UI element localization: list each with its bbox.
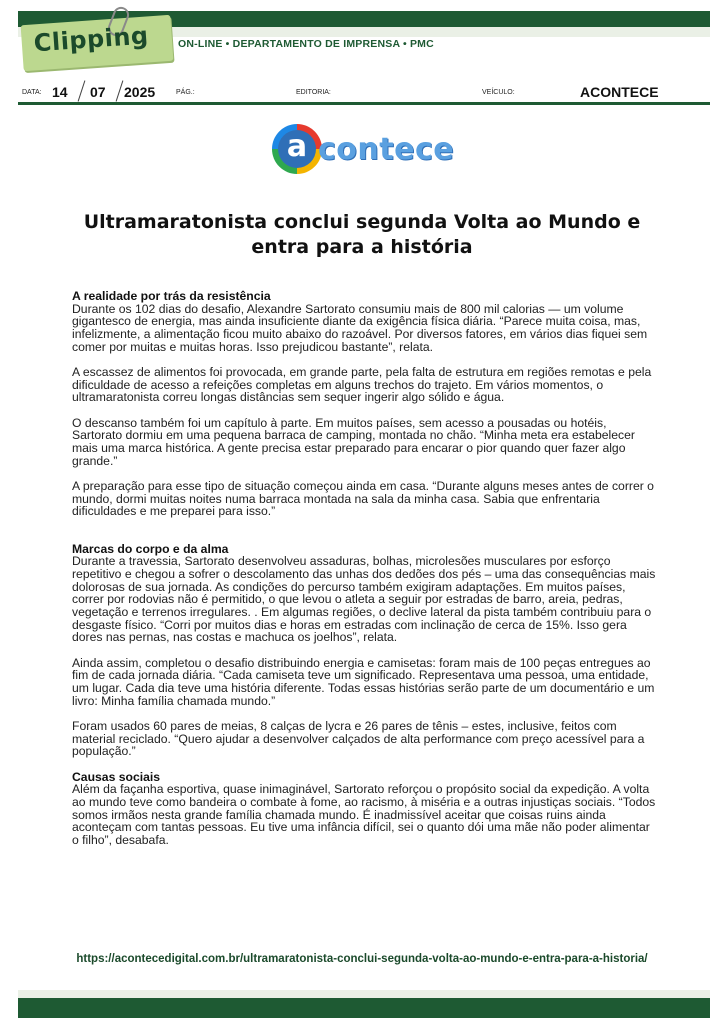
clipping-badge bbox=[21, 15, 174, 71]
editoria-label: EDITORIA: bbox=[296, 89, 331, 96]
clipping-badge-text: Clipping bbox=[32, 21, 150, 58]
section-gap bbox=[72, 531, 656, 543]
source-url: https://acontecedigital.com.br/ultramaratonista-conclui-segunda-volta-ao-mundo-e-entra-para-a-historia/ bbox=[76, 953, 648, 965]
footer-band-dark bbox=[18, 998, 710, 1018]
date-slash bbox=[78, 80, 86, 101]
logo-letter: a bbox=[278, 130, 316, 168]
department-label: ON-LINE • DEPARTAMENTO DE IMPRENSA • PMC bbox=[178, 38, 434, 50]
paragraph: Ainda assim, completou o desafio distribuindo energia e camisetas: foram mais de 100 peças entregues ao fim de cada jornada diária. “Cada camiseta teve um significado. Representava uma pessoa, uma entidade, um lugar. Cada dia teve uma história diferente. Todas essas histórias serão parte de um documentário e um livro: Minha família chamada mundo.” bbox=[72, 655, 655, 708]
logo-ring bbox=[272, 124, 322, 174]
paragraph: Além da façanha esportiva, quase inimaginável, Sartorato reforçou o propósito social da expedição. A volta ao mundo teve como bandeira o combate à fome, ao racismo, à miséria e a outras injustiças sociais. “Todos somos irmãos nesta grande família chamada mundo. É inadmissível aceitar que coisas ruins ainda aconteçam com tantas pessoas. Eu tive uma infância difícil, sei o quanto dói uma mãe não poder alimentar o filho”, desabafa. bbox=[72, 782, 656, 848]
date-day: 14 bbox=[52, 84, 68, 100]
section-title: A realidade por trás da resistência bbox=[72, 289, 271, 303]
date-slash bbox=[116, 80, 124, 101]
date-year: 2025 bbox=[124, 84, 156, 100]
date-month: 07 bbox=[90, 84, 106, 100]
section-title: Causas sociais bbox=[72, 769, 161, 784]
meta-row bbox=[18, 80, 710, 104]
meta-divider bbox=[18, 102, 710, 105]
article-headline: Ultramaratonista conclui segunda Volta ao Mundo e entra para a história bbox=[83, 211, 641, 258]
veiculo-value: ACONTECE bbox=[580, 84, 659, 100]
paragraph: Durante a travessia, Sartorato desenvolveu assaduras, bolhas, microlesões musculares por esforço repetitivo e chegou a sofrer o descolamento das unhas dos dedões dos pés – uma das consequências mais dolorosas de sua jornada. As condições do percurso também exigiram adaptações. Em muitos países, correr por rodovias não é permitido, o que levou o atleta a seguir por estradas de barro, areia, pedras, vegetação e terrenos irregulares. . Em algumas regiões, o declive lateral da pista também contribuiu para o desgaste físico. “Corri por muitos dias e horas em estradas com inclinação de cerca de 15%. Isso gera dores nas pernas, nas costas e machuca os joelhos”, relata. bbox=[72, 554, 656, 645]
page-label: PÁG.: bbox=[176, 89, 195, 96]
section-title: Marcas do corpo e da alma bbox=[72, 541, 229, 556]
footer-band-light bbox=[18, 990, 710, 998]
paragraph: Foram usados 60 pares de meias, 8 calças de lycra e 26 pares de tênis – estes, inclusive, feitos com material reciclado. “Quero ajudar a desenvolver calçados de alta performance com preço acessível para a população.” bbox=[72, 718, 645, 759]
acontece-logo bbox=[272, 124, 454, 176]
date-label: DATA: bbox=[22, 89, 42, 96]
paragraph: A preparação para esse tipo de situação começou ainda em casa. “Durante alguns meses antes de correr o mundo, dormi muitas noites numa barraca montada na sala da minha casa. Sabia que enfrentaria dificuldades e me preparei para isso.” bbox=[72, 478, 654, 519]
article-body bbox=[72, 290, 656, 859]
veiculo-label: VEÍCULO: bbox=[482, 89, 515, 96]
paragraph: Durante os 102 dias do desafio, Alexandre Sartorato consumiu mais de 800 mil calorias — um volume gigantesco de energia, mas ainda insuficiente diante da exigência física diária. “Parece muita coisa, mas, infelizmente, a alimentação ficou muito abaixo do razoável. Por diversos fatores, em vários dias fiquei sem comer por muitas e muitas horas. Isso prejudicou bastante”, relata. bbox=[72, 301, 648, 354]
paragraph: O descanso também foi um capítulo à parte. Em muitos países, sem acesso a pousadas ou hotéis, Sartorato dormiu em uma pequena barraca de camping, montada no chão. “Minha meta era estabelecer mais uma marca histórica. A gente precisa estar preparado para encarar o pior quando quer fazer algo grande.” bbox=[72, 415, 635, 468]
logo-word: contece bbox=[318, 132, 455, 167]
paragraph: A escassez de alimentos foi provocada, em grande parte, pela falta de estrutura em regiões remotas e pela dificuldade de acesso a refeições completas em alguns trechos do trajeto. Em vários momentos, o ultramaratonista correu longas distâncias sem sequer ingerir algo sólido e água. bbox=[72, 365, 652, 405]
